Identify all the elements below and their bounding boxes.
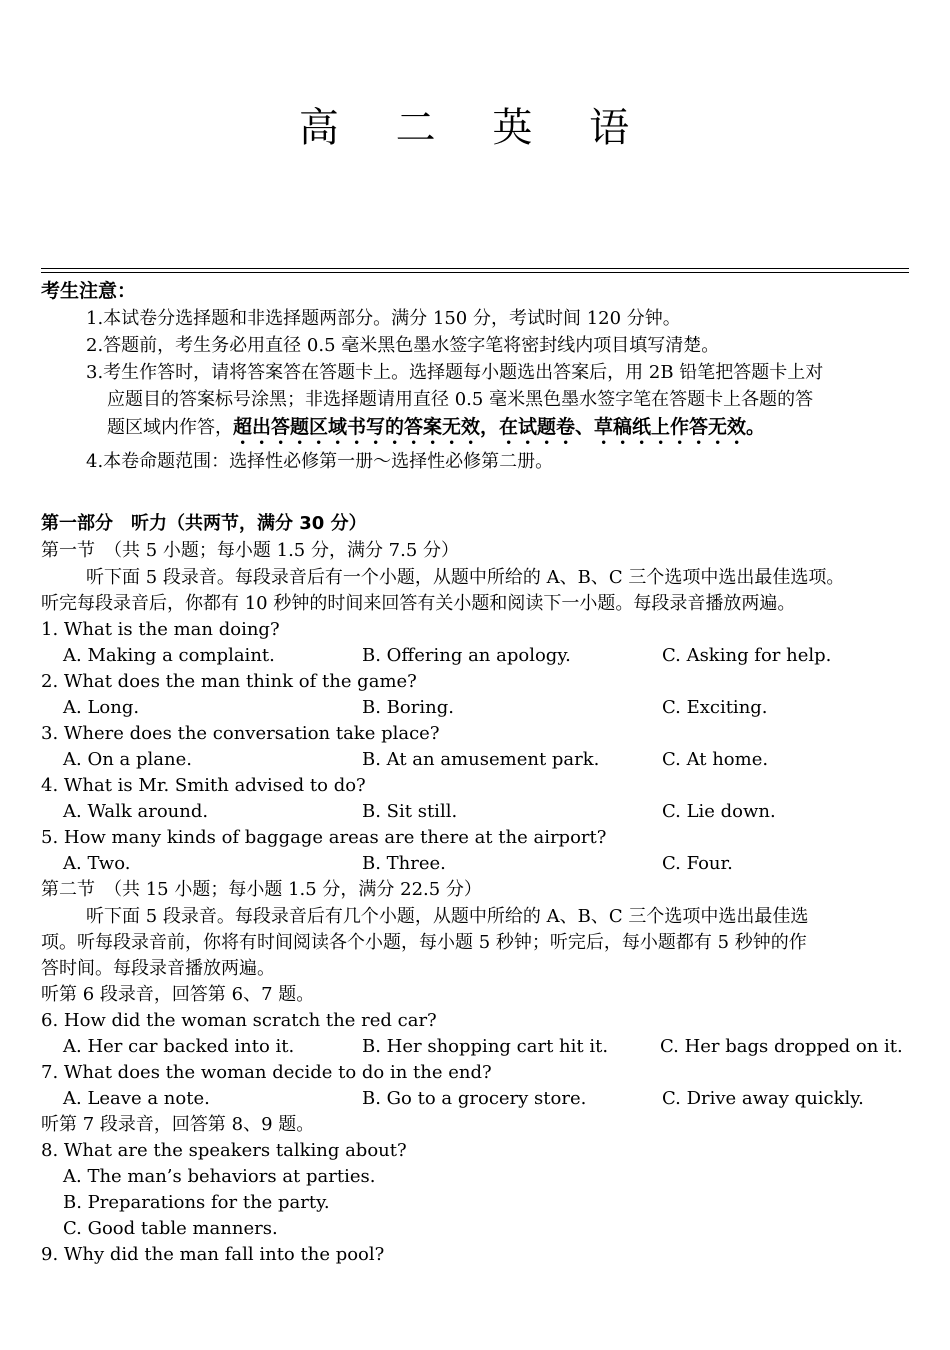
page-title: 高 二 英 语 — [298, 105, 652, 151]
question-7-option-a: A. Leave a note. — [63, 1088, 210, 1109]
question-6-option-a: A. Her car backed into it. — [63, 1036, 295, 1057]
question-7-option-b: B. Go to a grocery store. — [362, 1088, 587, 1109]
question-4-option-b: B. Sit still. — [362, 801, 458, 822]
segment-6-heading: 听第 6 段录音，回答第 6、7 题。 — [41, 984, 315, 1005]
divider-bottom — [41, 272, 909, 273]
question-6: 6. How did the woman scratch the red car? — [41, 1010, 437, 1031]
question-9: 9. Why did the man fall into the pool? — [41, 1244, 385, 1265]
question-4-option-a: A. Walk around. — [63, 801, 209, 822]
notice-heading: 考生注意： — [41, 280, 137, 302]
question-2-option-a: A. Long. — [63, 697, 140, 718]
question-4-option-c: C. Lie down. — [662, 801, 776, 822]
section2-instructions-1: 听下面 5 段录音。每段录音后有几个小题，从题中所给的 A、B、C 三个选项中选出最佳选 — [86, 906, 809, 927]
question-2-option-c: C. Exciting. — [662, 697, 768, 718]
question-6-option-c: C. Her bags dropped on it. — [660, 1036, 903, 1057]
question-1: 1. What is the man doing? — [41, 619, 280, 640]
question-7: 7. What does the woman decide to do in the end? — [41, 1062, 492, 1083]
section1-instructions-1: 听下面 5 段录音。每段录音后有一个小题，从题中所给的 A、B、C 三个选项中选出最佳选项。 — [86, 567, 845, 588]
question-6-option-b: B. Her shopping cart hit it. — [362, 1036, 609, 1057]
question-5: 5. How many kinds of baggage areas are there at the airport? — [41, 827, 607, 848]
notice-item-3-cont: 应题目的答案标号涂黑；非选择题请用直径 0.5 毫米黑色墨水签字笔在答题卡上各题的答 — [107, 389, 814, 410]
question-1-option-a: A. Making a complaint. — [63, 645, 275, 666]
question-3-option-c: C. At home. — [662, 749, 769, 770]
question-4: 4. What is Mr. Smith advised to do? — [41, 775, 366, 796]
notice-item-3-end-text: 题区域内作答， — [107, 417, 233, 438]
segment-7-heading: 听第 7 段录音，回答第 8、9 题。 — [41, 1114, 315, 1135]
question-8: 8. What are the speakers talking about? — [41, 1140, 407, 1161]
section1-heading: 第一节 （共 5 小题；每小题 1.5 分，满分 7.5 分） — [41, 540, 460, 561]
section2-heading: 第二节 （共 15 小题；每小题 1.5 分，满分 22.5 分） — [41, 879, 482, 900]
question-3: 3. Where does the conversation take place? — [41, 723, 440, 744]
question-1-option-c: C. Asking for help. — [662, 645, 832, 666]
divider-top — [41, 268, 909, 269]
notice-item-2: 2.答题前，考生务必用直径 0.5 毫米黑色墨水签字笔将密封线内项目填写清楚。 — [86, 335, 720, 356]
question-3-option-b: B. At an amusement park. — [362, 749, 600, 770]
section1-instructions-2: 听完每段录音后，你都有 10 秒钟的时间来回答有关小题和阅读下一小题。每段录音播放两遍。 — [41, 593, 796, 614]
question-5-option-a: A. Two. — [63, 853, 131, 874]
notice-item-3-end — [107, 416, 765, 449]
question-8-option-a: A. The man’s behaviors at parties. — [63, 1166, 376, 1187]
question-1-option-b: B. Offering an apology. — [362, 645, 571, 666]
question-8-option-b: B. Preparations for the party. — [63, 1192, 330, 1213]
question-5-option-c: C. Four. — [662, 853, 733, 874]
notice-item-3: 3.考生作答时，请将答案答在答题卡上。选择题每小题选出答案后，用 2B 铅笔把答题卡上对 — [86, 362, 824, 383]
question-3-option-a: A. On a plane. — [63, 749, 192, 770]
question-5-option-b: B. Three. — [362, 853, 446, 874]
question-8-option-c: C. Good table manners. — [63, 1218, 278, 1239]
question-2: 2. What does the man think of the game? — [41, 671, 417, 692]
question-7-option-c: C. Drive away quickly. — [662, 1088, 864, 1109]
notice-item-4: 4.本卷命题范围：选择性必修第一册～选择性必修第二册。 — [86, 451, 554, 472]
part1-heading: 第一部分 听力（共两节，满分 30 分） — [41, 513, 367, 534]
question-2-option-b: B. Boring. — [362, 697, 454, 718]
notice-item-1: 1.本试卷分选择题和非选择题两部分。满分 150 分，考试时间 120 分钟。 — [86, 308, 681, 329]
section2-instructions-3: 答时间。每段录音播放两遍。 — [41, 958, 275, 979]
section2-instructions-2: 项。听每段录音前，你将有时间阅读各个小题，每小题 5 秒钟；听完后，每小题都有 5 秒钟的作 — [41, 932, 807, 953]
notice-emphasis: 超出答题区域书写的答案无效，在试题卷、草稿纸上作答无效。 — [233, 416, 766, 438]
